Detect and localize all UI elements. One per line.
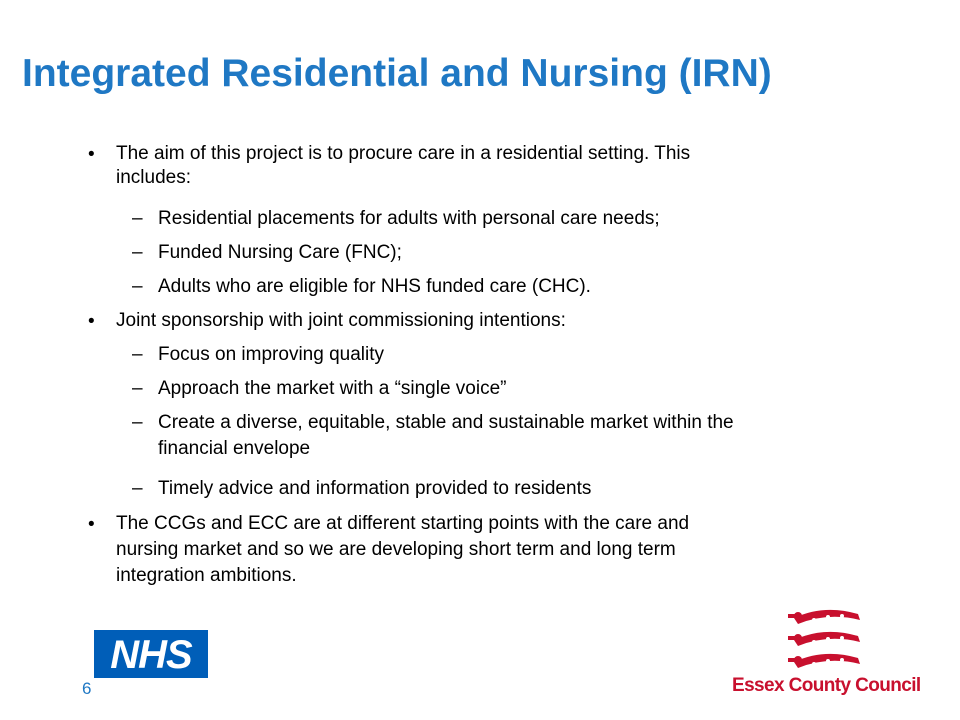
nhs-logo-text: NHS (110, 633, 192, 677)
sub-item-advice: Timely advice and information provided to residents (158, 478, 592, 499)
dash-icon: – (132, 242, 143, 263)
dash-icon: – (132, 478, 143, 499)
bullet-1-line-2: includes: (116, 167, 191, 188)
bullet-icon: • (88, 514, 95, 535)
bullet-3-line-1: The CCGs and ECC are at different starting points with the care and (116, 513, 690, 534)
dash-icon: – (132, 276, 143, 297)
ecc-emblem-icon (784, 604, 868, 674)
dash-icon: – (132, 344, 143, 365)
slide-number: 6 (82, 679, 92, 698)
bullet-3-line-2: nursing market and so we are developing short term and long term (116, 539, 676, 560)
sub-item-fnc: Funded Nursing Care (FNC); (158, 242, 402, 263)
bullet-icon: • (88, 144, 95, 165)
bullet-2-line-1: Joint sponsorship with joint commissioning intentions: (116, 310, 566, 331)
dash-icon: – (132, 378, 143, 399)
bullet-3-line-3: integration ambitions. (116, 565, 297, 586)
sub-item-chc: Adults who are eligible for NHS funded care (CHC). (158, 276, 591, 297)
dash-icon: – (132, 208, 143, 229)
sub-item-quality: Focus on improving quality (158, 344, 384, 365)
nhs-logo (94, 630, 208, 678)
sub-item-residential: Residential placements for adults with personal care needs; (158, 208, 660, 229)
sub-item-market-line-1: Create a diverse, equitable, stable and sustainable market within the (158, 412, 734, 433)
sub-item-market-line-2: financial envelope (158, 438, 311, 459)
slide-title: Integrated Residential and Nursing (IRN) (22, 52, 772, 95)
dash-icon: – (132, 412, 143, 433)
ecc-logo-text: Essex County Council (732, 675, 921, 696)
bullet-icon: • (88, 311, 95, 332)
bullet-1-line-1: The aim of this project is to procure care in a residential setting. This (116, 143, 691, 164)
sub-item-single-voice: Approach the market with a “single voice” (158, 378, 507, 399)
